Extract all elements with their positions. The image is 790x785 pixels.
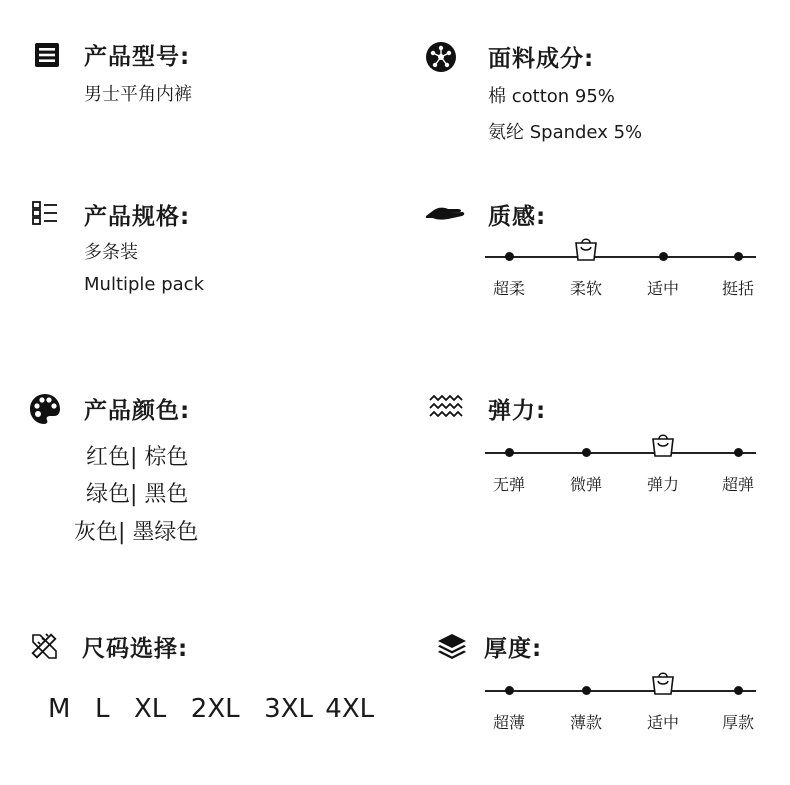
- colors-line-2: 绿色| 黑色: [86, 482, 189, 507]
- thickness-scale-label: 厚款: [721, 713, 754, 732]
- elasticity-scale-dot: [505, 448, 514, 457]
- thickness-scale-dot: [505, 686, 514, 695]
- shopping-bag-icon: [573, 236, 599, 262]
- texture-scale-dot: [659, 252, 668, 261]
- elasticity-scale-label: 微弹: [569, 475, 602, 494]
- elasticity-scale-dot: [734, 448, 743, 457]
- elasticity-title: 弹力:: [488, 398, 547, 424]
- molecule-icon: [424, 40, 458, 74]
- texture-scale-label: 挺括: [721, 279, 754, 298]
- layers-icon: [436, 632, 468, 660]
- fabric-title: 面料成分:: [488, 46, 595, 72]
- sizes-title: 尺码选择:: [82, 636, 189, 662]
- texture-scale-line: [485, 256, 756, 258]
- checklist-icon: [30, 198, 60, 228]
- thickness-scale-label: 适中: [646, 713, 679, 732]
- texture-scale-label: 超柔: [492, 279, 525, 298]
- thickness-scale-label: 超薄: [492, 713, 525, 732]
- elasticity-scale-dot: [582, 448, 591, 457]
- thickness-scale-label: 薄款: [569, 713, 602, 732]
- hand-icon: [424, 200, 466, 226]
- thickness-scale-dot: [734, 686, 743, 695]
- elasticity-scale-label: 超弹: [721, 475, 754, 494]
- fabric-line-1: 棉 cotton 95%: [488, 86, 615, 107]
- sizes-value: M L XL 2XL 3XL 4XL: [48, 694, 375, 724]
- elasticity-scale-line: [485, 452, 756, 454]
- shopping-bag-icon: [650, 670, 676, 696]
- thickness-scale-line: [485, 690, 756, 692]
- texture-scale-dot: [734, 252, 743, 261]
- thickness-scale: [485, 670, 756, 740]
- thickness-title: 厚度:: [484, 636, 543, 662]
- thickness-scale-dot: [582, 686, 591, 695]
- fabric-line-2: 氨纶 Spandex 5%: [488, 122, 643, 143]
- list-doc-icon: [32, 40, 62, 70]
- palette-icon: [28, 392, 62, 426]
- elasticity-scale: [485, 432, 756, 502]
- elasticity-scale-label: 弹力: [646, 475, 679, 494]
- ruler-pencil-icon: [28, 630, 60, 662]
- model-title: 产品型号:: [84, 44, 191, 70]
- spec-title: 产品规格:: [84, 204, 191, 230]
- colors-line-1: 红色| 棕色: [86, 445, 189, 470]
- texture-scale-dot: [505, 252, 514, 261]
- texture-scale: [485, 236, 756, 306]
- spec-line-1: 多条装: [84, 242, 138, 263]
- colors-title: 产品颜色:: [84, 398, 191, 424]
- texture-scale-label: 柔软: [569, 279, 602, 298]
- texture-title: 质感:: [488, 204, 547, 230]
- waves-icon: [428, 394, 464, 420]
- shopping-bag-icon: [650, 432, 676, 458]
- texture-scale-label: 适中: [646, 279, 679, 298]
- model-value: 男士平角内裤: [84, 84, 192, 105]
- elasticity-scale-label: 无弹: [492, 475, 525, 494]
- spec-line-2: Multiple pack: [84, 274, 204, 295]
- colors-line-3: 灰色| 墨绿色: [74, 520, 199, 545]
